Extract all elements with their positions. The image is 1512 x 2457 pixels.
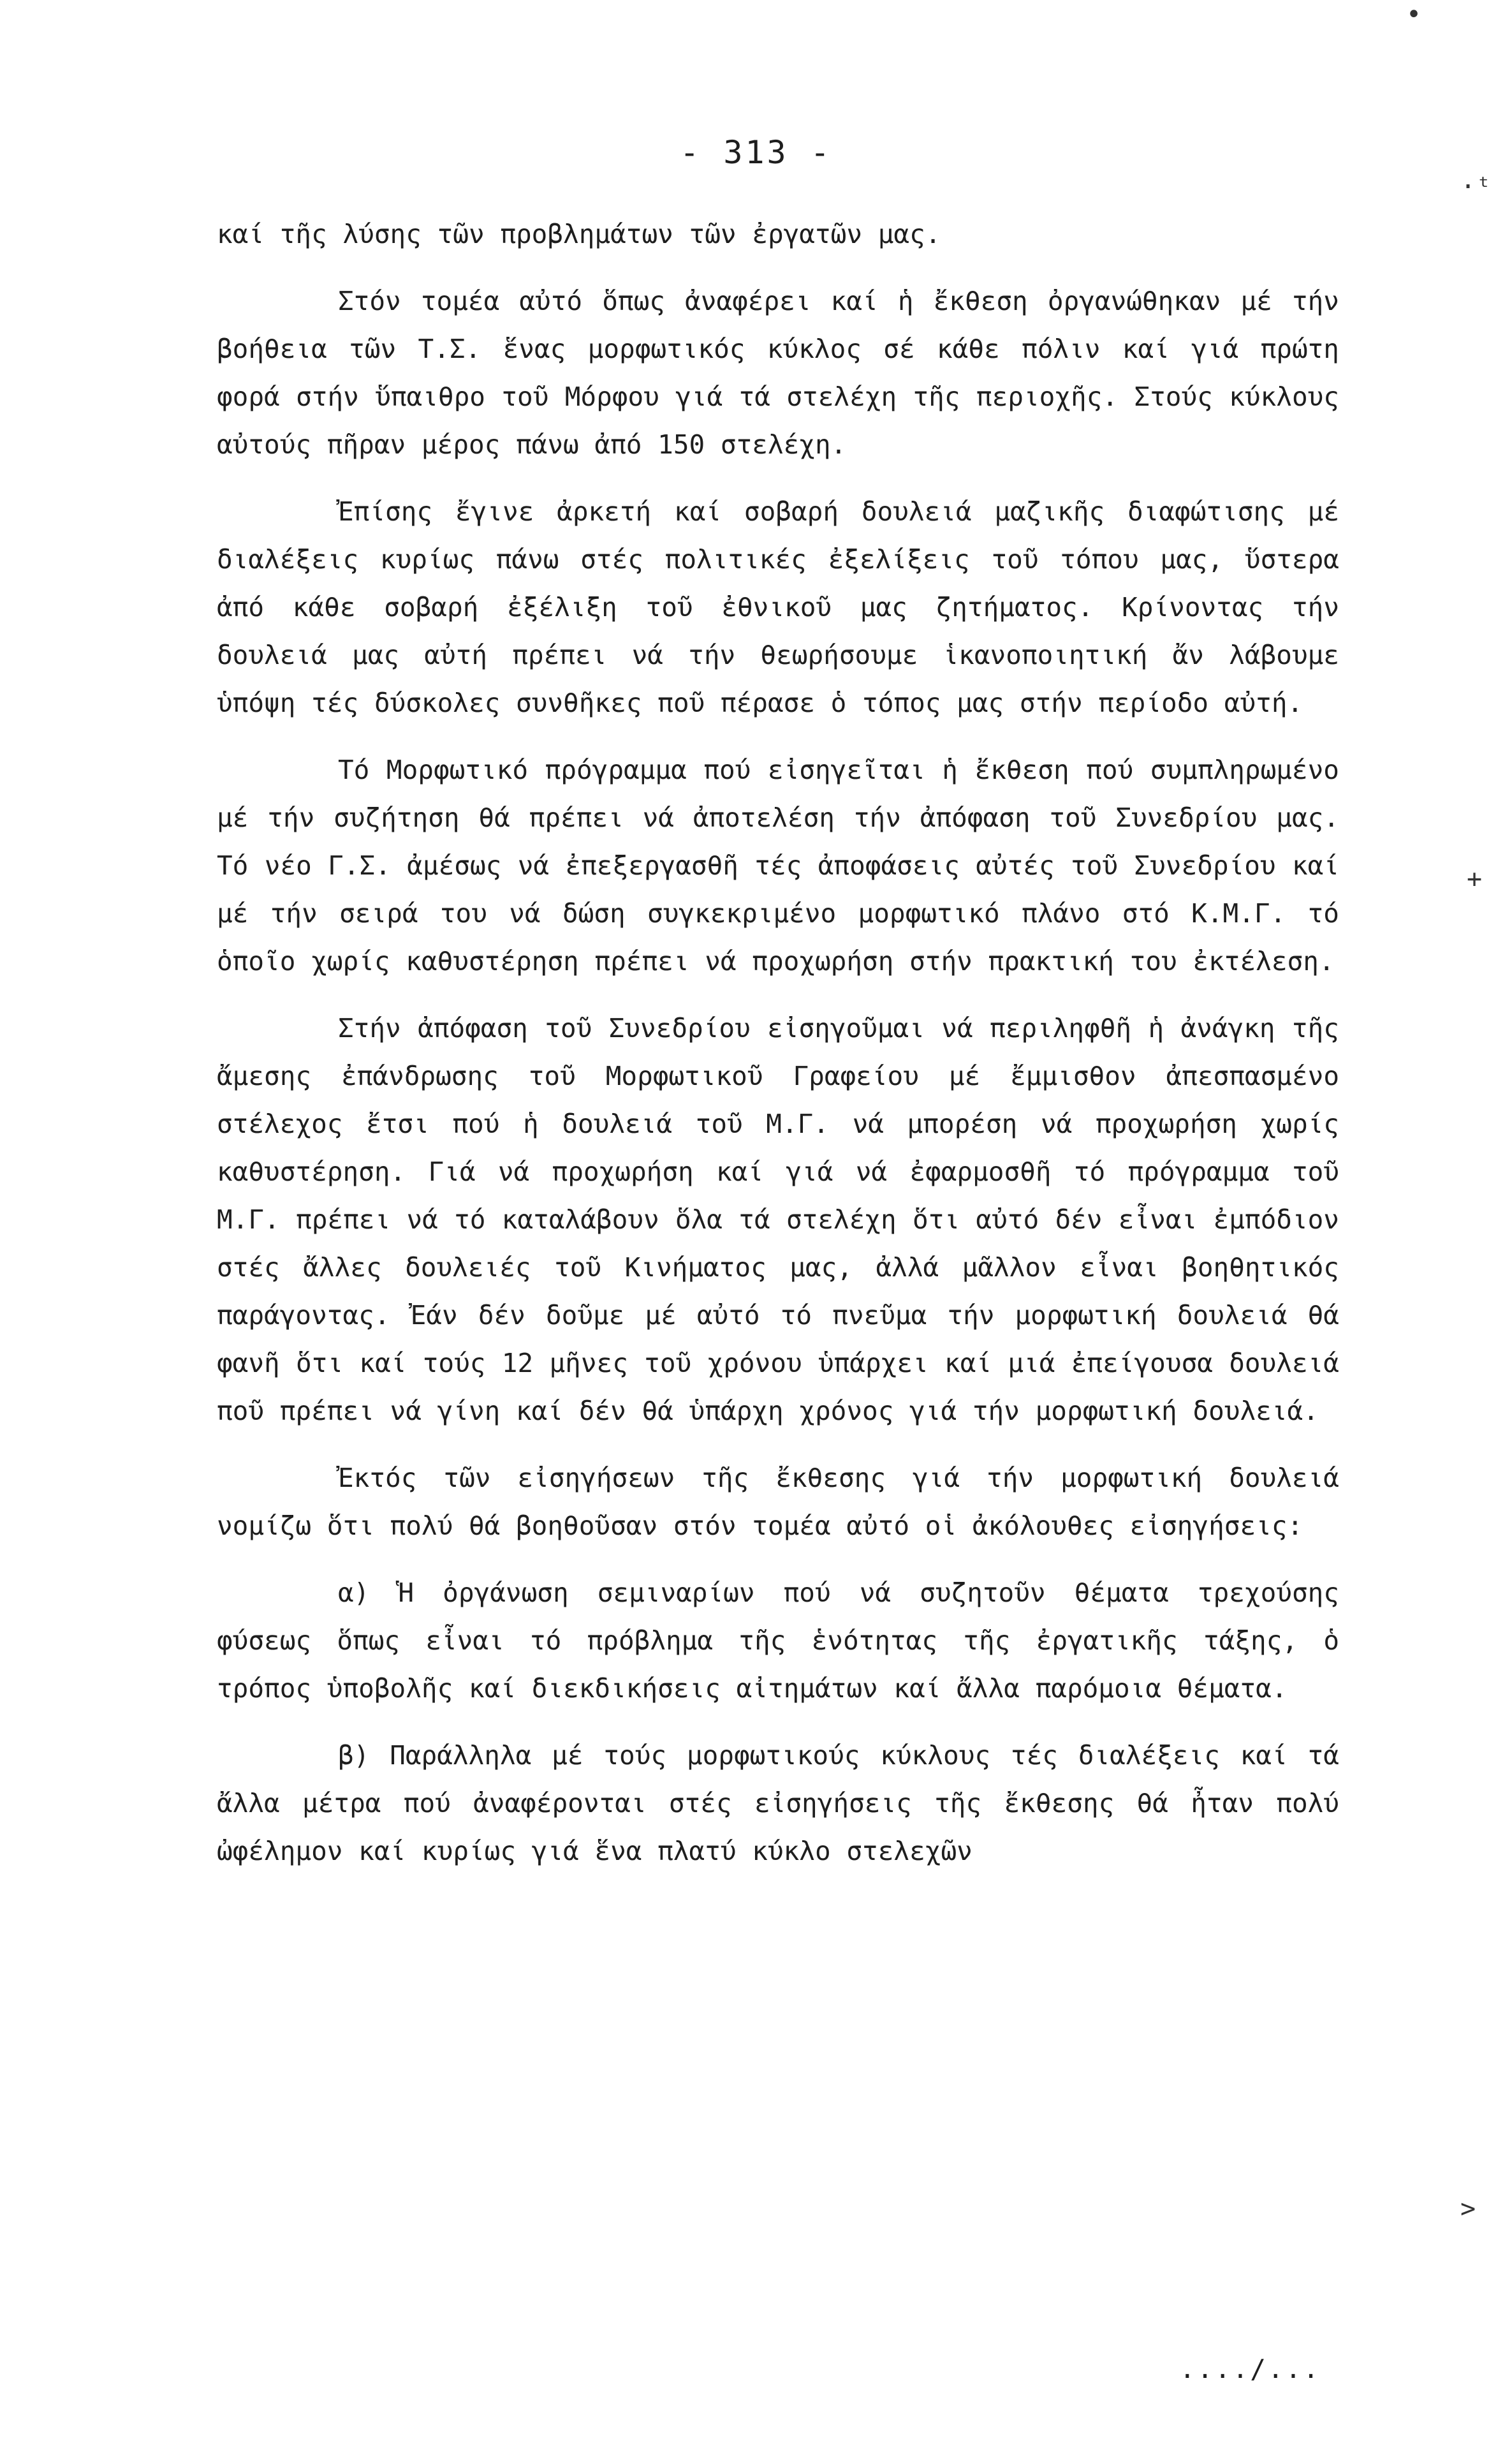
paragraph-5: Στήν ἀπόφαση τοῦ Συνεδρίου εἰσηγοῦμαι νά περιληφθῆ ἡ ἀνάγκη τῆς ἄμεσης ἐπάνδρωσης τοῦ Μορφωτικοῦ Γραφείου μέ ἔμμισθον ἀπεσπασμένο στέλεχος ἔτσι πού ἡ δουλειά τοῦ Μ.Γ. νά μπορέση νά προχωρήση χωρίς καθυστέρηση. Γιά νά προχωρήση καί γιά νά ἐφαρμοσθῆ τό πρόγραμμα τοῦ Μ.Γ. πρέπει νά τό καταλάβουν ὅλα τά στελέχη ὅτι αὐτό δέν εἶναι ἐμπόδιον στές ἄλλες δουλειές τοῦ Κινήματος μας, ἀλλά μᾶλλον εἶναι βοηθητικός παράγοντας. Ἐάν δέν δοῦμε μέ αὐτό τό πνεῦμα τήν μορφωτική δουλειά θά φανῆ ὅτι καί τούς 12 μῆνες τοῦ χρόνου ὑπάρχει καί μιά ἐπείγουσα δουλειά ποῦ πρέπει νά γίνη καί δέν θά ὑπάρχη χρόνος γιά τήν μορφωτική δουλειά. xyxy=(217,1013,1339,1426)
list-item-b: β) Παράλληλα μέ τούς μορφωτικούς κύκλους τές διαλέξεις καί τά ἄλλα μέτρα πού ἀναφέρονται στές εἰσηγήσεις τῆς ἔκθεσης θά ἦταν πολύ ὠφέλημον καί κυρίως γιά ἕνα πλατύ κύκλο στελεχῶν xyxy=(217,1740,1339,1866)
margin-mark-top-right: • xyxy=(1406,0,1422,29)
body-text xyxy=(217,210,1339,1875)
margin-mark-right-lower: > xyxy=(1460,2194,1476,2224)
page-number: - 313 - xyxy=(680,134,832,171)
paragraph-3: Ἐπίσης ἔγινε ἀρκετή καί σοβαρή δουλειά μαζικῆς διαφώτισης μέ διαλέξεις κυρίως πάνω στές πολιτικές ἐξελίξεις τοῦ τόπου μας, ὕστερα ἀπό κάθε σοβαρή ἐξέλιξη τοῦ ἐθνικοῦ μας ζητήματος. Κρίνοντας τήν δουλειά μας αὐτή πρέπει νά τήν θεωρήσουμε ἱκανοποιητική ἄν λάβουμε ὑπόψη τές δύσκολες συνθῆκες ποῦ πέρασε ὁ τόπος μας στήν περίοδο αὐτή. xyxy=(217,496,1339,718)
margin-mark-right-upper: ·ᵗ xyxy=(1460,172,1492,202)
list-item-a: α) Ἡ ὀργάνωση σεμιναρίων πού νά συζητοῦν θέματα τρεχούσης φύσεως ὅπως εἶναι τό πρόβλημα τῆς ἑνότητας τῆς ἐργατικῆς τάξης, ὁ τρόπος ὑποβολῆς καί διεκδικήσεις αἰτημάτων καί ἄλλα παρόμοια θέματα. xyxy=(217,1577,1339,1704)
paragraph-1: καί τῆς λύσης τῶν προβλημάτων τῶν ἐργατῶν μας. xyxy=(217,219,941,249)
paragraph-4: Τό Μορφωτικό πρόγραμμα πού εἰσηγεῖται ἡ ἔκθεση πού συμπληρωμένο μέ τήν συζήτηση θά πρέπει νά ἀποτελέση τήν ἀπόφαση τοῦ Συνεδρίου μας. Τό νέο Γ.Σ. ἀμέσως νά ἐπεξεργασθῆ τές ἀποφάσεις αὐτές τοῦ Συνεδρίου καί μέ τήν σειρά του νά δώση συγκεκριμένο μορφωτικό πλάνο στό Κ.Μ.Γ. τό ὁποῖο χωρίς καθυστέρηση πρέπει νά προχωρήση στήν πρακτική του ἐκτέλεση. xyxy=(217,755,1339,977)
paragraph-2: Στόν τομέα αὐτό ὅπως ἀναφέρει καί ἡ ἔκθεση ὀργανώθηκαν μέ τήν βοήθεια τῶν Τ.Σ. ἕνας μορφωτικός κύκλος σέ κάθε πόλιν καί γιά πρώτη φορά στήν ὕπαιθρο τοῦ Μόρφου γιά τά στελέχη τῆς περιοχῆς. Στούς κύκλους αὐτούς πῆραν μέρος πάνω ἀπό 150 στελέχη. xyxy=(217,286,1339,460)
margin-mark-right-middle: + xyxy=(1467,864,1483,894)
paragraph-6: Ἐκτός τῶν εἰσηγήσεων τῆς ἔκθεσης γιά τήν μορφωτική δουλειά νομίζω ὅτι πολύ θά βοηθοῦσαν στόν τομέα αὐτό οἱ ἀκόλουθες εἰσηγήσεις: xyxy=(217,1463,1339,1541)
continuation-mark: ..../... xyxy=(1179,2354,1321,2384)
